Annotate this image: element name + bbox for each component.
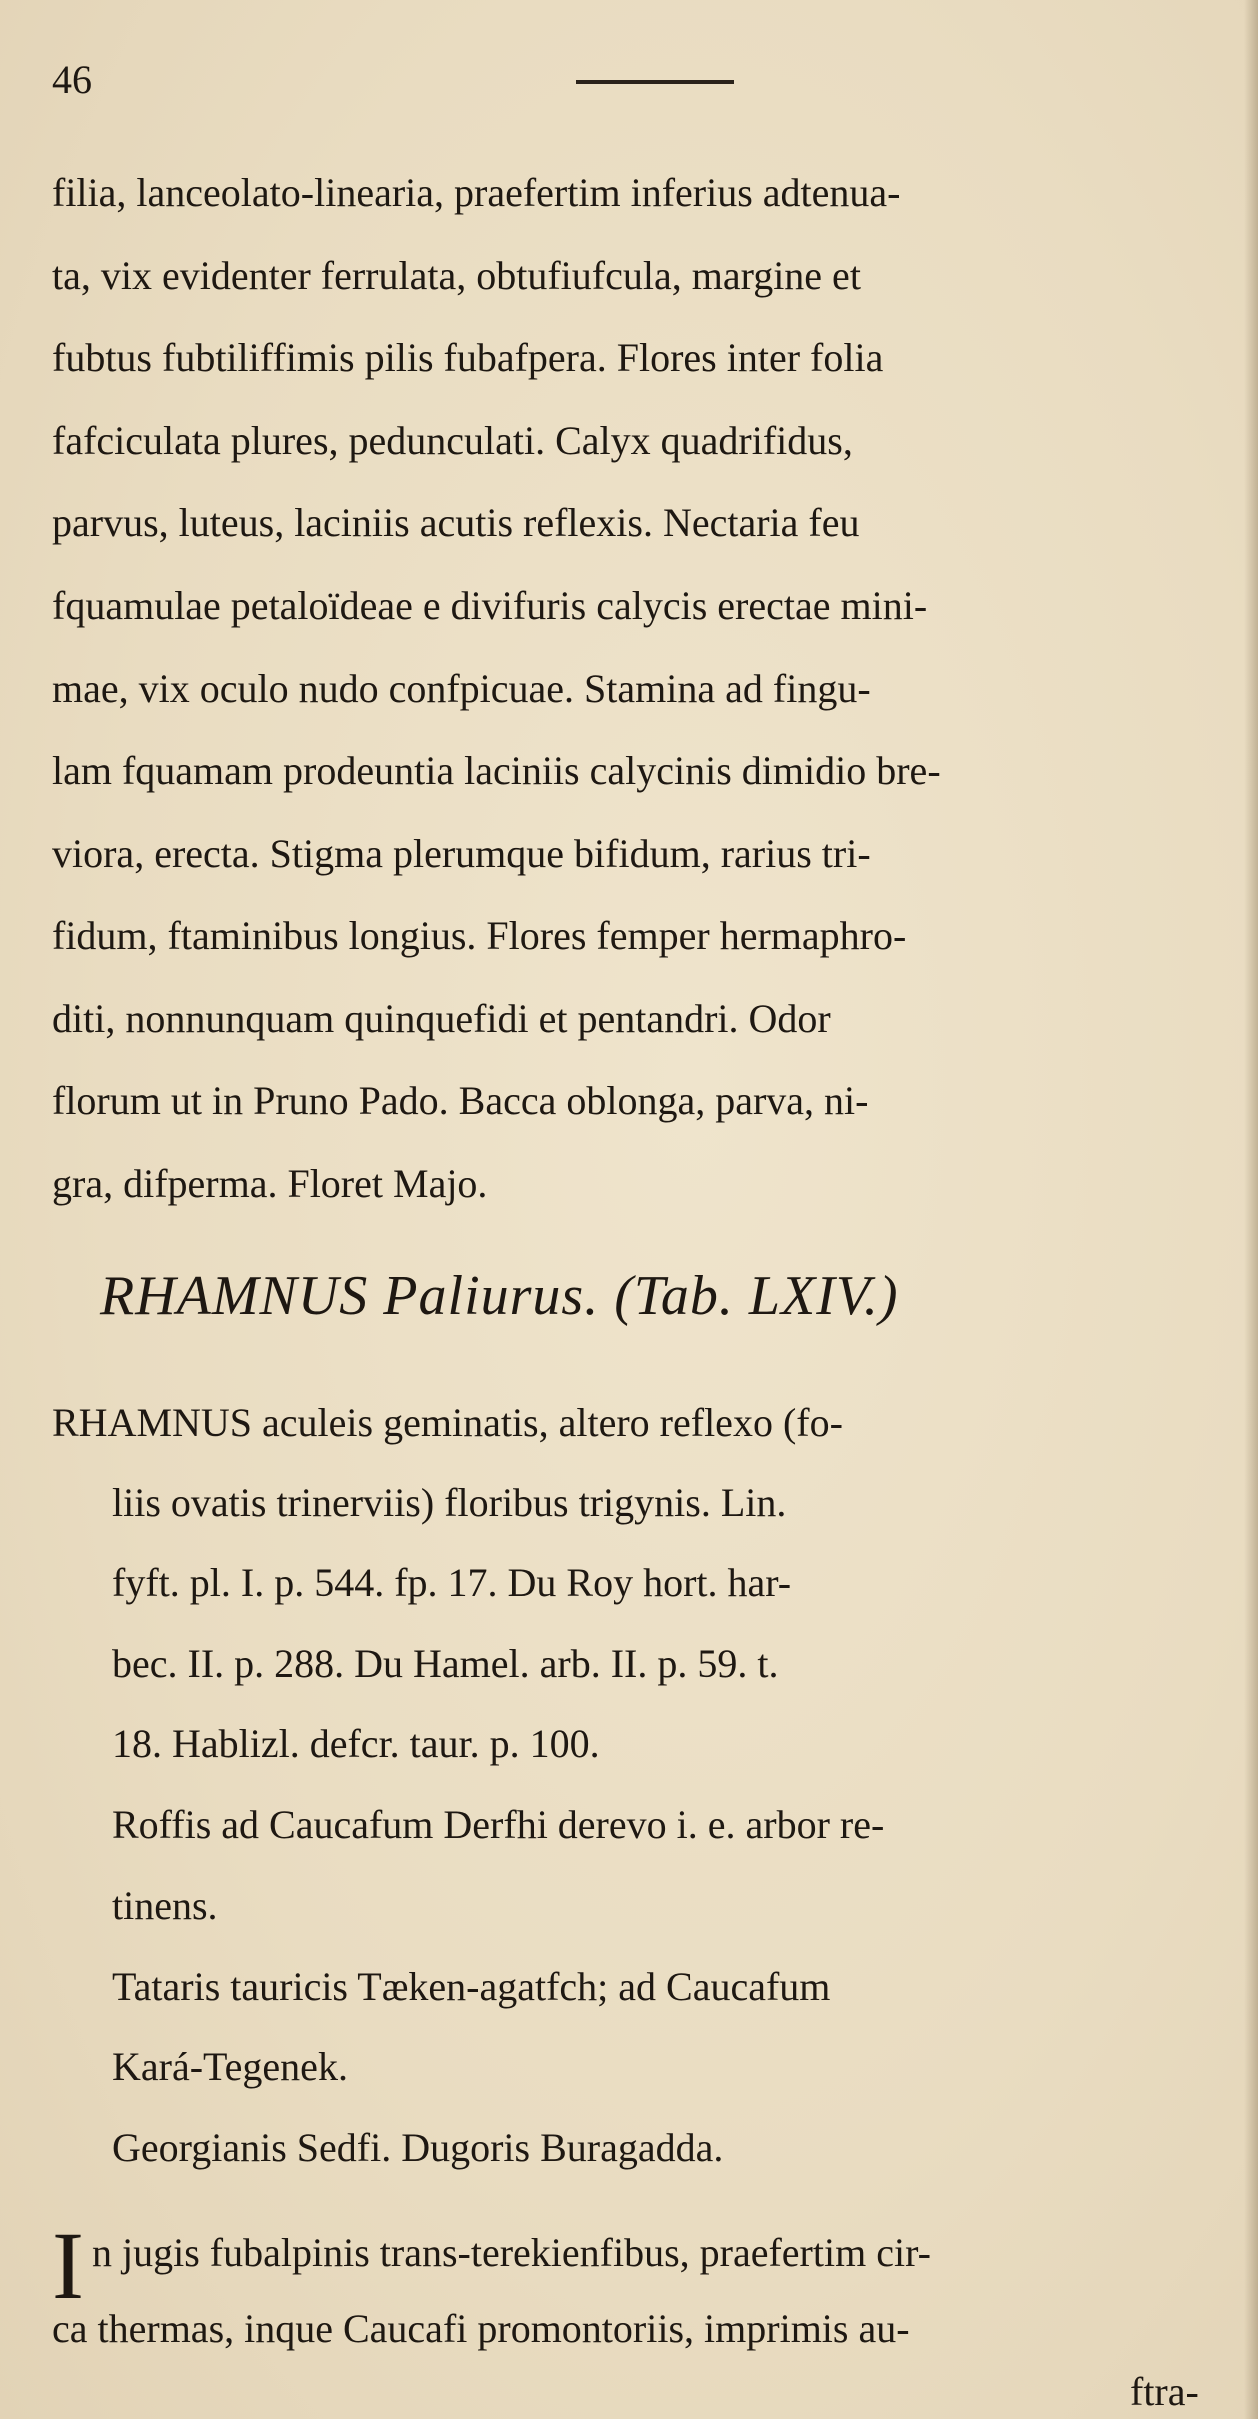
body-line: parvus, luteus, laciniis acutis reflexis. Nectaria feu <box>52 500 860 545</box>
body-line: gra, difperma. Floret Majo. <box>52 1161 488 1206</box>
body-line: filia, lanceolato-linearia, praefertim inferius adtenua- <box>52 170 901 215</box>
synonym-line: fyft. pl. I. p. 544. fp. 17. Du Roy hort. har- <box>112 1560 792 1605</box>
vernacular-line: Tataris tauricis Tæken-agatfch; ad Caucafum <box>112 1964 831 2009</box>
synonym-line: liis ovatis trinerviis) floribus trigynis. Lin. <box>112 1480 787 1525</box>
paragraph-line: n jugis fubalpinis trans-terekienfibus, praefertim cir- <box>92 2230 931 2275</box>
body-line: diti, nonnunquam quinquefidi et pentandri. Odor <box>52 996 831 1041</box>
synonym-line: bec. II. p. 288. Du Hamel. arb. II. p. 59. t. <box>112 1641 779 1686</box>
drop-cap: I <box>52 2212 84 2319</box>
header-rule <box>576 80 734 84</box>
page-edge-shadow <box>1244 0 1258 2419</box>
body-line: fquamulae petaloïdeae e divifuris calycis erectae mini- <box>52 583 928 628</box>
body-line: fubtus fubtiliffimis pilis fubafpera. Flores inter folia <box>52 335 884 380</box>
body-line: lam fquamam prodeuntia laciniis calycinis dimidio bre- <box>52 748 941 793</box>
synonym-line: RHAMNUS aculeis geminatis, altero reflexo (fo- <box>52 1400 843 1445</box>
body-line: fafciculata plures, pedunculati. Calyx quadrifidus, <box>52 418 853 463</box>
body-line: florum ut in Pruno Pado. Bacca oblonga, parva, ni- <box>52 1078 869 1123</box>
section-title: RHAMNUS Paliurus. (Tab. LXIV.) <box>100 1265 899 1327</box>
vernacular-line: Georgianis Sedfi. Dugoris Buragadda. <box>112 2125 724 2170</box>
body-line: ta, vix evidenter ferrulata, obtufiufcula, margine et <box>52 253 861 298</box>
paragraph-line: ca thermas, inque Caucafi promontoriis, imprimis au- <box>52 2306 910 2351</box>
vernacular-line: Roffis ad Caucafum Derfhi derevo i. e. arbor re- <box>112 1802 885 1847</box>
body-line: fidum, ftaminibus longius. Flores femper hermaphro- <box>52 913 907 958</box>
body-line: mae, vix oculo nudo confpicuae. Stamina ad fingu- <box>52 666 871 711</box>
synonym-line: 18. Hablizl. defcr. taur. p. 100. <box>112 1721 600 1766</box>
vernacular-line: tinens. <box>112 1883 218 1928</box>
body-line: viora, erecta. Stigma plerumque bifidum, rarius tri- <box>52 831 871 876</box>
vernacular-line: Kará-Tegenek. <box>112 2044 348 2089</box>
catchword: ftra- <box>1130 2369 1199 2414</box>
page-number: 46 <box>52 57 92 102</box>
